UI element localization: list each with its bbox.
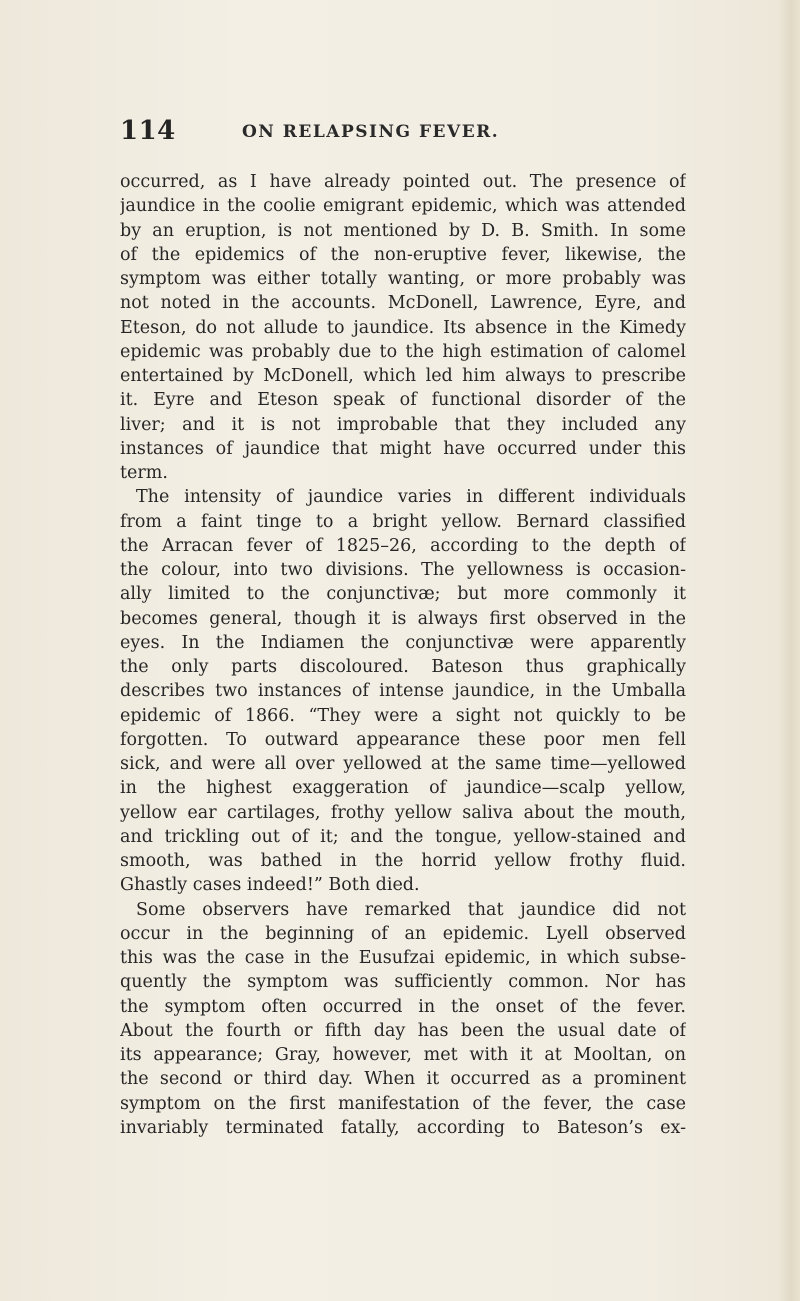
running-head bbox=[120, 116, 680, 146]
text-line: the second or third day. When it occurred as a prominent bbox=[120, 1069, 686, 1090]
text-line: invariably terminated fatally, according to Bateson’s ex- bbox=[120, 1117, 686, 1138]
text-line: Ghastly cases indeed!” Both died. bbox=[120, 875, 420, 896]
text-line: sick, and were all over yellowed at the same time—yellowed bbox=[120, 754, 686, 774]
text-line: the colour, into two divisions. The yellowness is occasion- bbox=[120, 560, 686, 580]
text-line: occur in the beginning of an epidemic. Lyell observed bbox=[120, 923, 686, 944]
text-line: epidemic was probably due to the high estimation of calomel bbox=[120, 341, 686, 362]
text-line: and trickling out of it; and the tongue, yellow-stained and bbox=[120, 826, 686, 847]
text-line: symptom was either totally wanting, or more probably was bbox=[120, 269, 686, 289]
page-edge-shading bbox=[778, 0, 800, 1301]
text-line: epidemic of 1866. “They were a sight not quickly to be bbox=[120, 705, 686, 726]
text-line: eyes. In the Indiamen the conjunctivæ were apparently bbox=[120, 632, 686, 653]
text-line: of the epidemics of the non-eruptive fever, likewise, the bbox=[120, 244, 686, 265]
text-line: term. bbox=[120, 463, 168, 483]
text-line: it. Eyre and Eteson speak of functional disorder of the bbox=[120, 390, 686, 411]
running-title: ON RELAPSING FEVER. bbox=[242, 122, 500, 142]
text-line: by an eruption, is not mentioned by D. B. Smith. In some bbox=[120, 220, 686, 241]
text-line: the only parts discoloured. Bateson thus graphically bbox=[120, 657, 686, 677]
text-line: instances of jaundice that might have occurred under this bbox=[120, 438, 686, 459]
page-number: 114 bbox=[120, 116, 176, 146]
text-line: forgotten. To outward appearance these poor men fell bbox=[120, 729, 686, 750]
text-line: its appearance; Gray, however, met with it at Mooltan, on bbox=[120, 1045, 686, 1065]
text-line: liver; and it is not improbable that they included any bbox=[120, 414, 686, 435]
text-line: Eteson, do not allude to jaundice. Its absence in the Kimedy bbox=[120, 317, 686, 338]
text-line: ally limited to the conjunctivæ; but more commonly it bbox=[120, 584, 686, 605]
text-line: becomes general, though it is always first observed in the bbox=[120, 608, 686, 629]
text-line: in the highest exaggeration of jaundice—scalp yellow, bbox=[120, 778, 686, 799]
text-line: smooth, was bathed in the horrid yellow frothy fluid. bbox=[120, 851, 686, 871]
text-line: the symptom often occurred in the onset of the fever. bbox=[120, 996, 686, 1017]
text-line: symptom on the first manifestation of the fever, the case bbox=[120, 1093, 686, 1114]
text-line: entertained by McDonell, which led him always to prescribe bbox=[120, 366, 686, 386]
text-line: Some observers have remarked that jaundice did not bbox=[136, 899, 686, 920]
text-line: yellow ear cartilages, frothy yellow saliva about the mouth, bbox=[120, 802, 686, 823]
text-line: quently the symptom was sufficiently common. Nor has bbox=[120, 972, 686, 993]
text-line: About the fourth or fifth day has been the usual date of bbox=[120, 1020, 686, 1041]
text-line: jaundice in the coolie emigrant epidemic, which was attended bbox=[120, 196, 686, 217]
text-line: this was the case in the Eusufzai epidemic, in which subse- bbox=[120, 948, 686, 968]
text-line: describes two instances of intense jaundice, in the Umballa bbox=[120, 681, 686, 702]
text-line: occurred, as I have already pointed out. The presence of bbox=[120, 172, 686, 192]
text-line: The intensity of jaundice varies in different individuals bbox=[136, 487, 686, 508]
text-line: the Arracan fever of 1825–26, according to the depth of bbox=[120, 535, 686, 556]
body-text bbox=[120, 170, 686, 1140]
text-line: not noted in the accounts. McDonell, Lawrence, Eyre, and bbox=[120, 293, 686, 314]
text-line: from a faint tinge to a bright yellow. Bernard classified bbox=[120, 511, 686, 532]
